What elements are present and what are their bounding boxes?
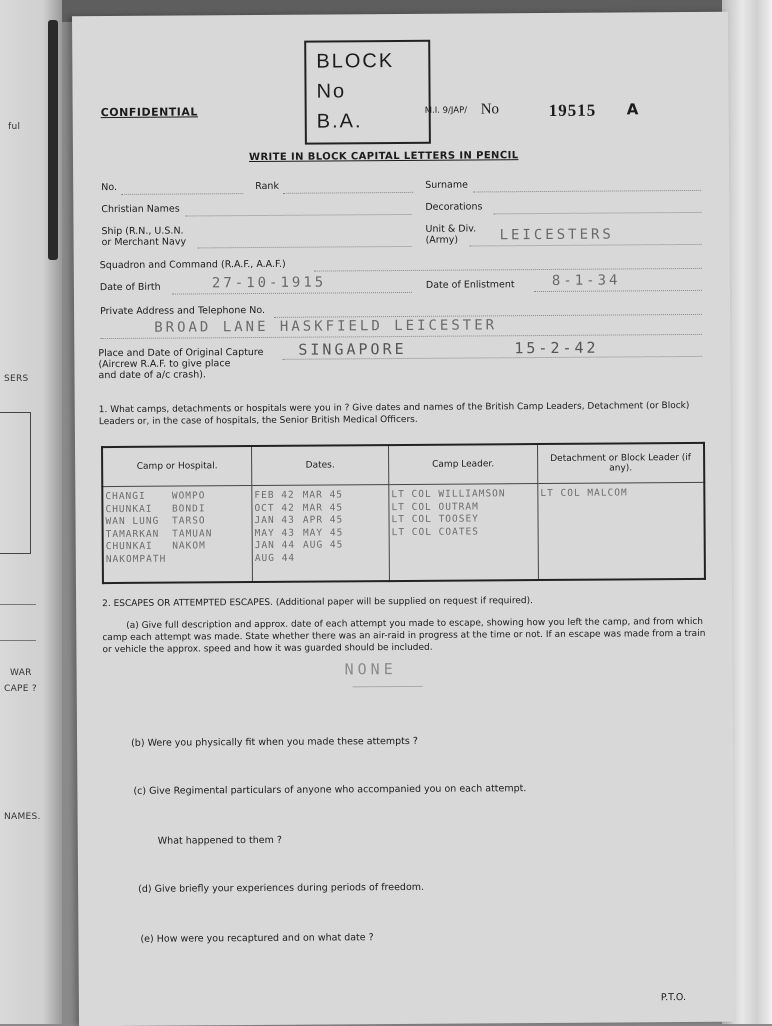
detachment-entry: LT COL MALCOM bbox=[540, 487, 701, 501]
camps-header-leader: Camp Leader. bbox=[389, 444, 538, 485]
camp-entry: NAKOMPATH bbox=[106, 553, 167, 566]
unit-label: Unit & Div. bbox=[425, 223, 476, 234]
camp-entry: TARSO bbox=[172, 515, 212, 528]
surname-field[interactable] bbox=[473, 190, 701, 193]
address-label: Private Address and Telephone No. bbox=[100, 305, 265, 317]
serial-number-label: No bbox=[481, 101, 499, 118]
rank-label: Rank bbox=[255, 181, 279, 192]
unit-label-line2: (Army) bbox=[426, 235, 459, 246]
leader-entry: LT COL WILLIAMSON bbox=[391, 488, 535, 502]
unit-value: LEICESTERS bbox=[499, 227, 613, 244]
date-entry: MAR 45 bbox=[303, 489, 343, 502]
camps-cell-detachment[interactable] bbox=[538, 482, 705, 580]
block-stamp-line: BLOCK bbox=[316, 50, 394, 74]
camp-entry: NAKOM bbox=[172, 540, 212, 553]
left-page-fragment: ful bbox=[8, 122, 20, 132]
question-2c-followup: What happened to them ? bbox=[158, 835, 282, 847]
date-entry: JAN 44 bbox=[255, 540, 295, 553]
question-2c: (c) Give Regimental particulars of anyone who accompanied you on each attempt. bbox=[133, 783, 526, 797]
christian-names-field[interactable] bbox=[185, 214, 411, 217]
date-entry: FEB 42 bbox=[254, 490, 294, 503]
question-2a: (a) Give full description and approx. date of each attempt you made to escape, showing how you left the camp, and from which camp each attempt was made. State whether there was an air-raid in progress at the time or not. If an escape was made from a train or vehicle the approx. speed and how it was guarded should be included. bbox=[102, 616, 712, 656]
page-turn-over: P.T.O. bbox=[661, 992, 686, 1003]
ship-label: Ship (R.N., U.S.N. bbox=[101, 226, 183, 238]
date-entry: APR 45 bbox=[303, 514, 343, 527]
dob-value: 27-10-1915 bbox=[212, 275, 326, 292]
left-page-box bbox=[0, 412, 31, 554]
leader-entry: LT COL OUTRAM bbox=[391, 501, 535, 515]
capture-label-line3: and date of a/c crash). bbox=[98, 369, 206, 381]
camps-header-dates: Dates. bbox=[252, 445, 389, 485]
camp-entry: TAMUAN bbox=[172, 528, 212, 541]
camp-entry: CHUNKAI bbox=[106, 541, 167, 554]
ship-field[interactable] bbox=[198, 246, 412, 248]
camp-entry: TAMARKAN bbox=[106, 528, 167, 541]
enlistment-value: 8-1-34 bbox=[552, 272, 621, 288]
camps-header-camp: Camp or Hospital. bbox=[102, 446, 252, 487]
camp-entry: WOMPO bbox=[172, 490, 212, 503]
date-entry: MAY 45 bbox=[303, 527, 343, 540]
date-entry: MAY 43 bbox=[255, 527, 295, 540]
confidential-form-page bbox=[72, 12, 735, 1026]
date-entry: MAR 45 bbox=[303, 502, 343, 515]
camps-header-detachment: Detachment or Block Leader (if any). bbox=[538, 443, 705, 484]
ship-label-line2: or Merchant Navy bbox=[102, 236, 187, 248]
question-2a-answer: NONE bbox=[345, 660, 397, 678]
christian-names-label: Christian Names bbox=[101, 204, 179, 216]
camp-entry: CHUNKAI bbox=[105, 503, 166, 516]
camps-cell-dates[interactable] bbox=[252, 485, 390, 582]
capture-label: Place and Date of Original Capture bbox=[98, 347, 263, 359]
camp-entry: CHANGI bbox=[105, 491, 166, 504]
no-label: No. bbox=[101, 182, 117, 193]
question-2d: (d) Give briefly your experiences during periods of freedom. bbox=[138, 882, 424, 895]
surname-label: Surname bbox=[425, 180, 468, 191]
camp-entry: WAN LUNG bbox=[105, 516, 166, 529]
leader-entry: LT COL COATES bbox=[392, 526, 536, 540]
camp-entry: BONDI bbox=[172, 503, 212, 516]
decorations-field[interactable] bbox=[493, 212, 701, 214]
section-2-title: 2. ESCAPES OR ATTEMPTED ESCAPES. (Additional paper will be supplied on request if required). bbox=[102, 594, 712, 610]
left-page-rule bbox=[0, 604, 36, 605]
block-stamp-line: No bbox=[316, 80, 346, 103]
capture-label-line2: (Aircrew R.A.F. to give place bbox=[98, 358, 230, 370]
question-1: 1. What camps, detachments or hospitals were you in ? Give dates and names of the British Camp Leaders, Detachment (or Block) Leaders or, in the case of hospitals, the Senior British Medical Officers. bbox=[99, 400, 709, 428]
block-stamp-box bbox=[304, 40, 431, 145]
squadron-label: Squadron and Command (R.A.F., A.A.F.) bbox=[100, 259, 286, 271]
question-2b: (b) Were you physically fit when you made these attempts ? bbox=[131, 736, 418, 749]
left-page-fragment: WAR bbox=[10, 668, 32, 678]
date-entry: AUG 45 bbox=[303, 539, 343, 552]
date-entry: OCT 42 bbox=[254, 502, 294, 515]
date-entry: AUG 44 bbox=[255, 552, 295, 565]
enlistment-field[interactable] bbox=[534, 290, 702, 292]
form-heading: WRITE IN BLOCK CAPITAL LETTERS IN PENCIL bbox=[249, 150, 519, 163]
date-entry: JAN 43 bbox=[254, 515, 294, 528]
serial-number: 19515 bbox=[549, 101, 597, 121]
form-reference: M.I. 9/JAP/ bbox=[425, 106, 467, 116]
question-2e: (e) How were you recaptured and on what date ? bbox=[140, 932, 373, 945]
dob-label: Date of Birth bbox=[100, 282, 161, 293]
confidential-label: CONFIDENTIAL bbox=[101, 105, 198, 119]
capture-place-value: SINGAPORE bbox=[298, 340, 406, 359]
unit-field[interactable] bbox=[470, 244, 702, 247]
block-stamp-line: B.A. bbox=[317, 110, 363, 133]
answer-underline bbox=[353, 686, 423, 687]
enlistment-label: Date of Enlistment bbox=[426, 279, 515, 291]
camps-cell-leader[interactable] bbox=[389, 484, 539, 582]
camps-table bbox=[101, 442, 706, 584]
serial-suffix: A bbox=[627, 100, 639, 118]
no-field[interactable] bbox=[121, 193, 243, 195]
rank-field[interactable] bbox=[283, 192, 413, 194]
dob-field[interactable] bbox=[172, 292, 412, 295]
binder-tab bbox=[48, 20, 58, 260]
camps-cell-camp[interactable] bbox=[102, 486, 252, 584]
decorations-label: Decorations bbox=[425, 201, 482, 212]
squadron-field[interactable] bbox=[314, 268, 702, 272]
left-page-fragment: NAMES. bbox=[4, 812, 41, 822]
capture-date-value: 15-2-42 bbox=[514, 339, 598, 358]
left-page-fragment: SERS bbox=[4, 374, 29, 384]
leader-entry: LT COL TOOSEY bbox=[391, 513, 535, 527]
left-page-rule bbox=[0, 640, 36, 641]
address-value: BROAD LANE HASKFIELD LEICESTER bbox=[154, 317, 497, 335]
left-page-fragment: CAPE ? bbox=[4, 684, 37, 694]
